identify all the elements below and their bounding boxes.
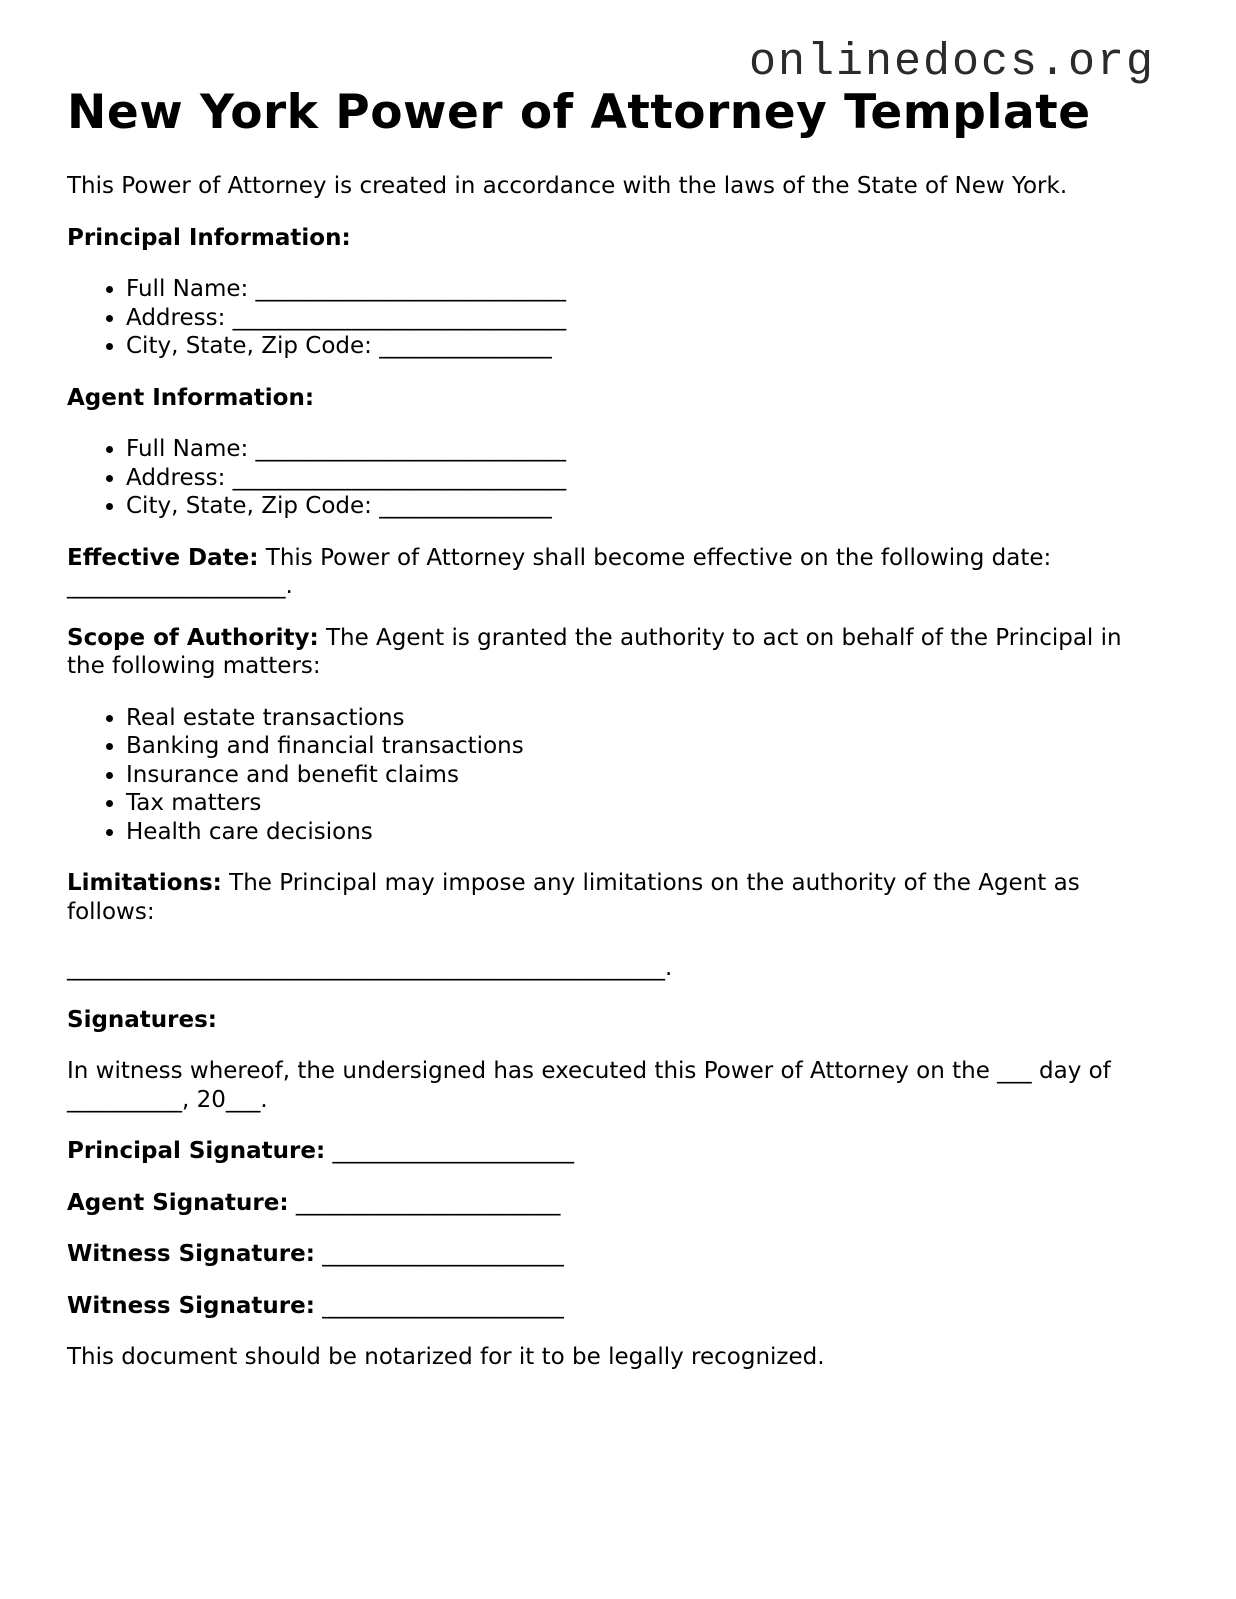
witness-signature-label: Witness Signature: bbox=[67, 1241, 315, 1267]
principal-city-state-zip: • City, State, Zip Code: _______________ bbox=[126, 332, 1157, 361]
agent-list bbox=[67, 435, 1157, 521]
limitations-paragraph bbox=[67, 869, 1157, 926]
agent-signature-line bbox=[67, 1189, 1157, 1218]
scope-item: • Banking and financial transactions bbox=[126, 732, 1157, 761]
scope-list bbox=[67, 704, 1157, 847]
principal-list bbox=[67, 275, 1157, 361]
document-title: New York Power of Attorney Template bbox=[67, 85, 1091, 140]
limitations-blank: ____________________________________________________. bbox=[67, 955, 673, 981]
agent-heading: Agent Information: bbox=[67, 384, 315, 411]
principal-address: • Address: _____________________________ bbox=[126, 304, 1157, 333]
witness-signature-blank: _____________________ bbox=[314, 1292, 564, 1319]
watermark-logo: onlinedocs.org bbox=[749, 37, 1156, 88]
principal-full-name: • Full Name: ___________________________ bbox=[126, 275, 1157, 304]
scope-item: • Health care decisions bbox=[126, 818, 1157, 847]
principal-signature-line bbox=[67, 1137, 1157, 1166]
signature-lines bbox=[67, 1137, 1157, 1320]
scope-item: • Tax matters bbox=[126, 789, 1157, 818]
scope-item: • Real estate transactions bbox=[126, 704, 1157, 733]
witness-signature-line bbox=[67, 1240, 1157, 1269]
principal-signature-label: Principal Signature: bbox=[67, 1138, 326, 1164]
limitations-text: The Principal may impose any limitations on the authority of the Agent as follows: bbox=[67, 870, 1080, 925]
effective-date-paragraph bbox=[67, 544, 1157, 601]
notarization-note: This document should be notarized for it to be legally recognized. bbox=[67, 1344, 825, 1370]
witness-signature-blank: _____________________ bbox=[314, 1241, 564, 1267]
effective-date-text: This Power of Attorney shall become effective on the following date: ___________________. bbox=[67, 544, 1052, 599]
principal-heading: Principal Information: bbox=[67, 224, 351, 251]
effective-date-label: Effective Date: bbox=[67, 544, 259, 571]
scope-paragraph bbox=[67, 624, 1157, 681]
limitations-label: Limitations: bbox=[67, 870, 222, 896]
document-page bbox=[67, 82, 1157, 1395]
agent-address: • Address: _____________________________ bbox=[126, 464, 1157, 493]
signatures-heading: Signatures: bbox=[67, 1006, 218, 1033]
scope-label: Scope of Authority: bbox=[67, 624, 319, 651]
scope-text: The Agent is granted the authority to act on behalf of the Principal in the following matters: bbox=[67, 624, 1122, 679]
witness-signature-label: Witness Signature: bbox=[67, 1292, 315, 1319]
principal-signature-blank: _____________________ bbox=[325, 1138, 574, 1164]
witness-paragraph: In witness whereof, the undersigned has executed this Power of Attorney on the ___ day of __________, 20___. bbox=[67, 1058, 1111, 1113]
agent-city-state-zip: • City, State, Zip Code: _______________ bbox=[126, 492, 1157, 521]
agent-signature-label: Agent Signature: bbox=[67, 1189, 289, 1216]
agent-full-name: • Full Name: ___________________________ bbox=[126, 435, 1157, 464]
witness-signature-line bbox=[67, 1292, 1157, 1321]
agent-signature-blank: _______________________ bbox=[288, 1189, 561, 1216]
intro-paragraph: This Power of Attorney is created in accordance with the laws of the State of New York. bbox=[67, 173, 1068, 199]
scope-item: • Insurance and benefit claims bbox=[126, 761, 1157, 790]
